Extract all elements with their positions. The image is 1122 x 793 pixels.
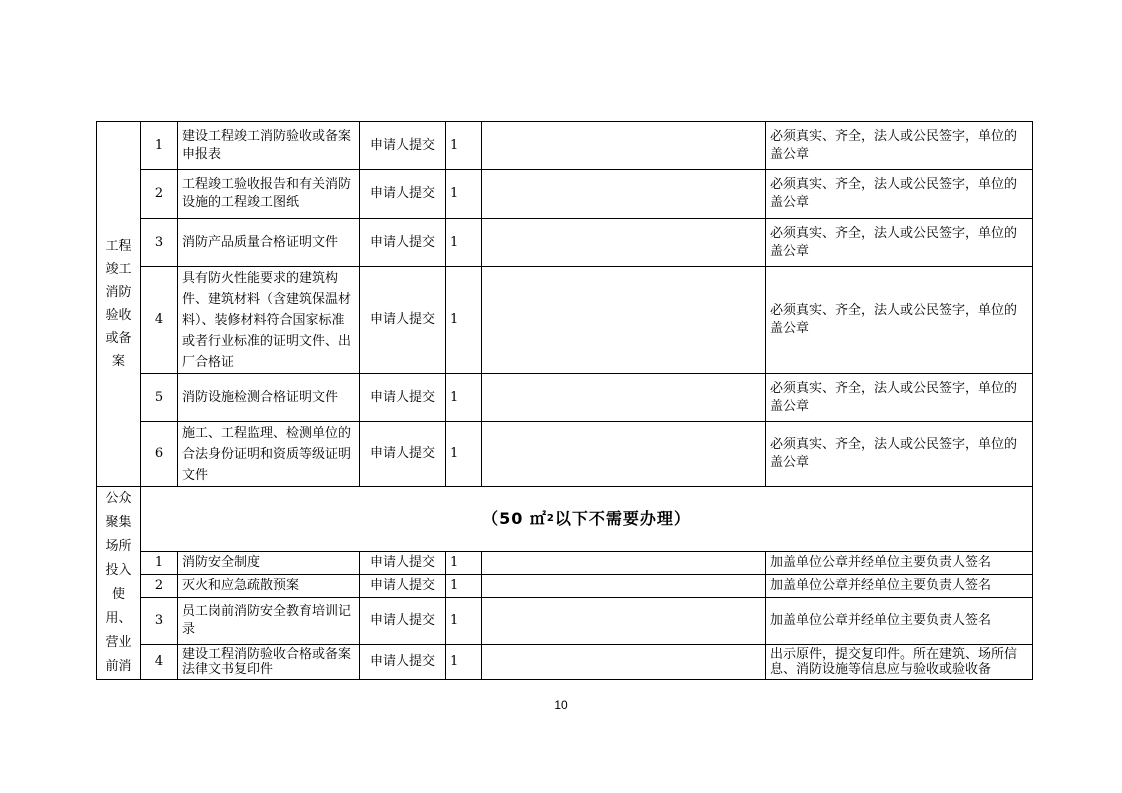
requirement-note: 必须真实、齐全，法人或公民签字，单位的盖公章: [766, 219, 1033, 267]
copies: 1: [446, 267, 482, 374]
submitter: 申请人提交: [360, 422, 446, 487]
material-name: 建设工程消防验收合格或备案法律文书复印件: [178, 645, 360, 680]
table-row: [97, 422, 1033, 487]
submitter: 申请人提交: [360, 122, 446, 170]
remark-cell: [482, 645, 766, 680]
submitter: 申请人提交: [360, 597, 446, 645]
remark-cell: [482, 597, 766, 645]
table-row: [97, 122, 1033, 170]
requirement-note: 必须真实、齐全，法人或公民签字，单位的盖公章: [766, 422, 1033, 487]
banner-text-start: （50 ㎡: [482, 509, 547, 529]
table-row: [97, 219, 1033, 267]
submitter: 申请人提交: [360, 645, 446, 680]
table-row: [97, 552, 1033, 575]
copies: 1: [446, 422, 482, 487]
remark-cell: [482, 374, 766, 422]
material-name: 灭火和应急疏散预案: [178, 574, 360, 597]
table-row: [97, 597, 1033, 645]
remark-cell: [482, 122, 766, 170]
remark-cell: [482, 574, 766, 597]
page-number: 10: [554, 698, 568, 712]
material-name: 消防设施检测合格证明文件: [178, 374, 360, 422]
requirement-note: 加盖单位公章并经单位主要负责人签名: [766, 552, 1033, 575]
material-name: 具有防火性能要求的建筑构件、建筑材料（含建筑保温材料）、装修材料符合国家标准或者行业标准的证明文件、出厂合格证: [178, 267, 360, 374]
material-name: 员工岗前消防安全教育培训记录: [178, 597, 360, 645]
remark-cell: [482, 170, 766, 219]
table-row: [97, 267, 1033, 374]
remark-cell: [482, 422, 766, 487]
material-name: 工程竣工验收报告和有关消防设施的工程竣工图纸: [178, 170, 360, 219]
submitter: 申请人提交: [360, 574, 446, 597]
copies: 1: [446, 374, 482, 422]
submitter: 申请人提交: [360, 267, 446, 374]
row-number: 3: [141, 597, 178, 645]
exemption-banner: （50 ㎡$^2$以下不需要办理）: [141, 487, 1033, 552]
requirement-note: 加盖单位公章并经单位主要负责人签名: [766, 597, 1033, 645]
copies: 1: [446, 574, 482, 597]
banner-row: [97, 487, 1033, 552]
requirement-note: 必须真实、齐全，法人或公民签字，单位的盖公章: [766, 267, 1033, 374]
submitter: 申请人提交: [360, 374, 446, 422]
row-number: 1: [141, 552, 178, 575]
section-label: 公众聚集场所投入使用、营业前消: [97, 487, 141, 680]
material-name: 施工、工程监理、检测单位的合法身份证明和资质等级证明文件: [178, 422, 360, 487]
copies: 1: [446, 597, 482, 645]
banner-text-end: 以下不需要办理）: [554, 509, 691, 529]
table-row: [97, 170, 1033, 219]
copies: 1: [446, 170, 482, 219]
row-number: 3: [141, 219, 178, 267]
copies: 1: [446, 122, 482, 170]
row-number: 6: [141, 422, 178, 487]
remark-cell: [482, 267, 766, 374]
remark-cell: [482, 552, 766, 575]
row-number: 1: [141, 122, 178, 170]
requirement-note: 必须真实、齐全，法人或公民签字，单位的盖公章: [766, 170, 1033, 219]
section-label: 工程竣工消防验收或备案: [97, 122, 141, 487]
row-number: 2: [141, 574, 178, 597]
requirement-note: 加盖单位公章并经单位主要负责人签名: [766, 574, 1033, 597]
requirement-note: 必须真实、齐全，法人或公民签字，单位的盖公章: [766, 374, 1033, 422]
row-number: 4: [141, 645, 178, 680]
requirement-note: 出示原件，提交复印件。所在建筑、场所信息、消防设施等信息应与验收或验收备: [766, 645, 1033, 680]
row-number: 2: [141, 170, 178, 219]
remark-cell: [482, 219, 766, 267]
submitter: 申请人提交: [360, 552, 446, 575]
row-number: 4: [141, 267, 178, 374]
row-number: 5: [141, 374, 178, 422]
requirements-table: [96, 121, 1033, 680]
submitter: 申请人提交: [360, 170, 446, 219]
submitter: 申请人提交: [360, 219, 446, 267]
copies: 1: [446, 219, 482, 267]
copies: 1: [446, 645, 482, 680]
material-name: 消防产品质量合格证明文件: [178, 219, 360, 267]
table-row: [97, 374, 1033, 422]
table-row: [97, 574, 1033, 597]
copies: 1: [446, 552, 482, 575]
requirement-note: 必须真实、齐全，法人或公民签字，单位的盖公章: [766, 122, 1033, 170]
material-name: 消防安全制度: [178, 552, 360, 575]
table-row: [97, 645, 1033, 680]
material-name: 建设工程竣工消防验收或备案申报表: [178, 122, 360, 170]
